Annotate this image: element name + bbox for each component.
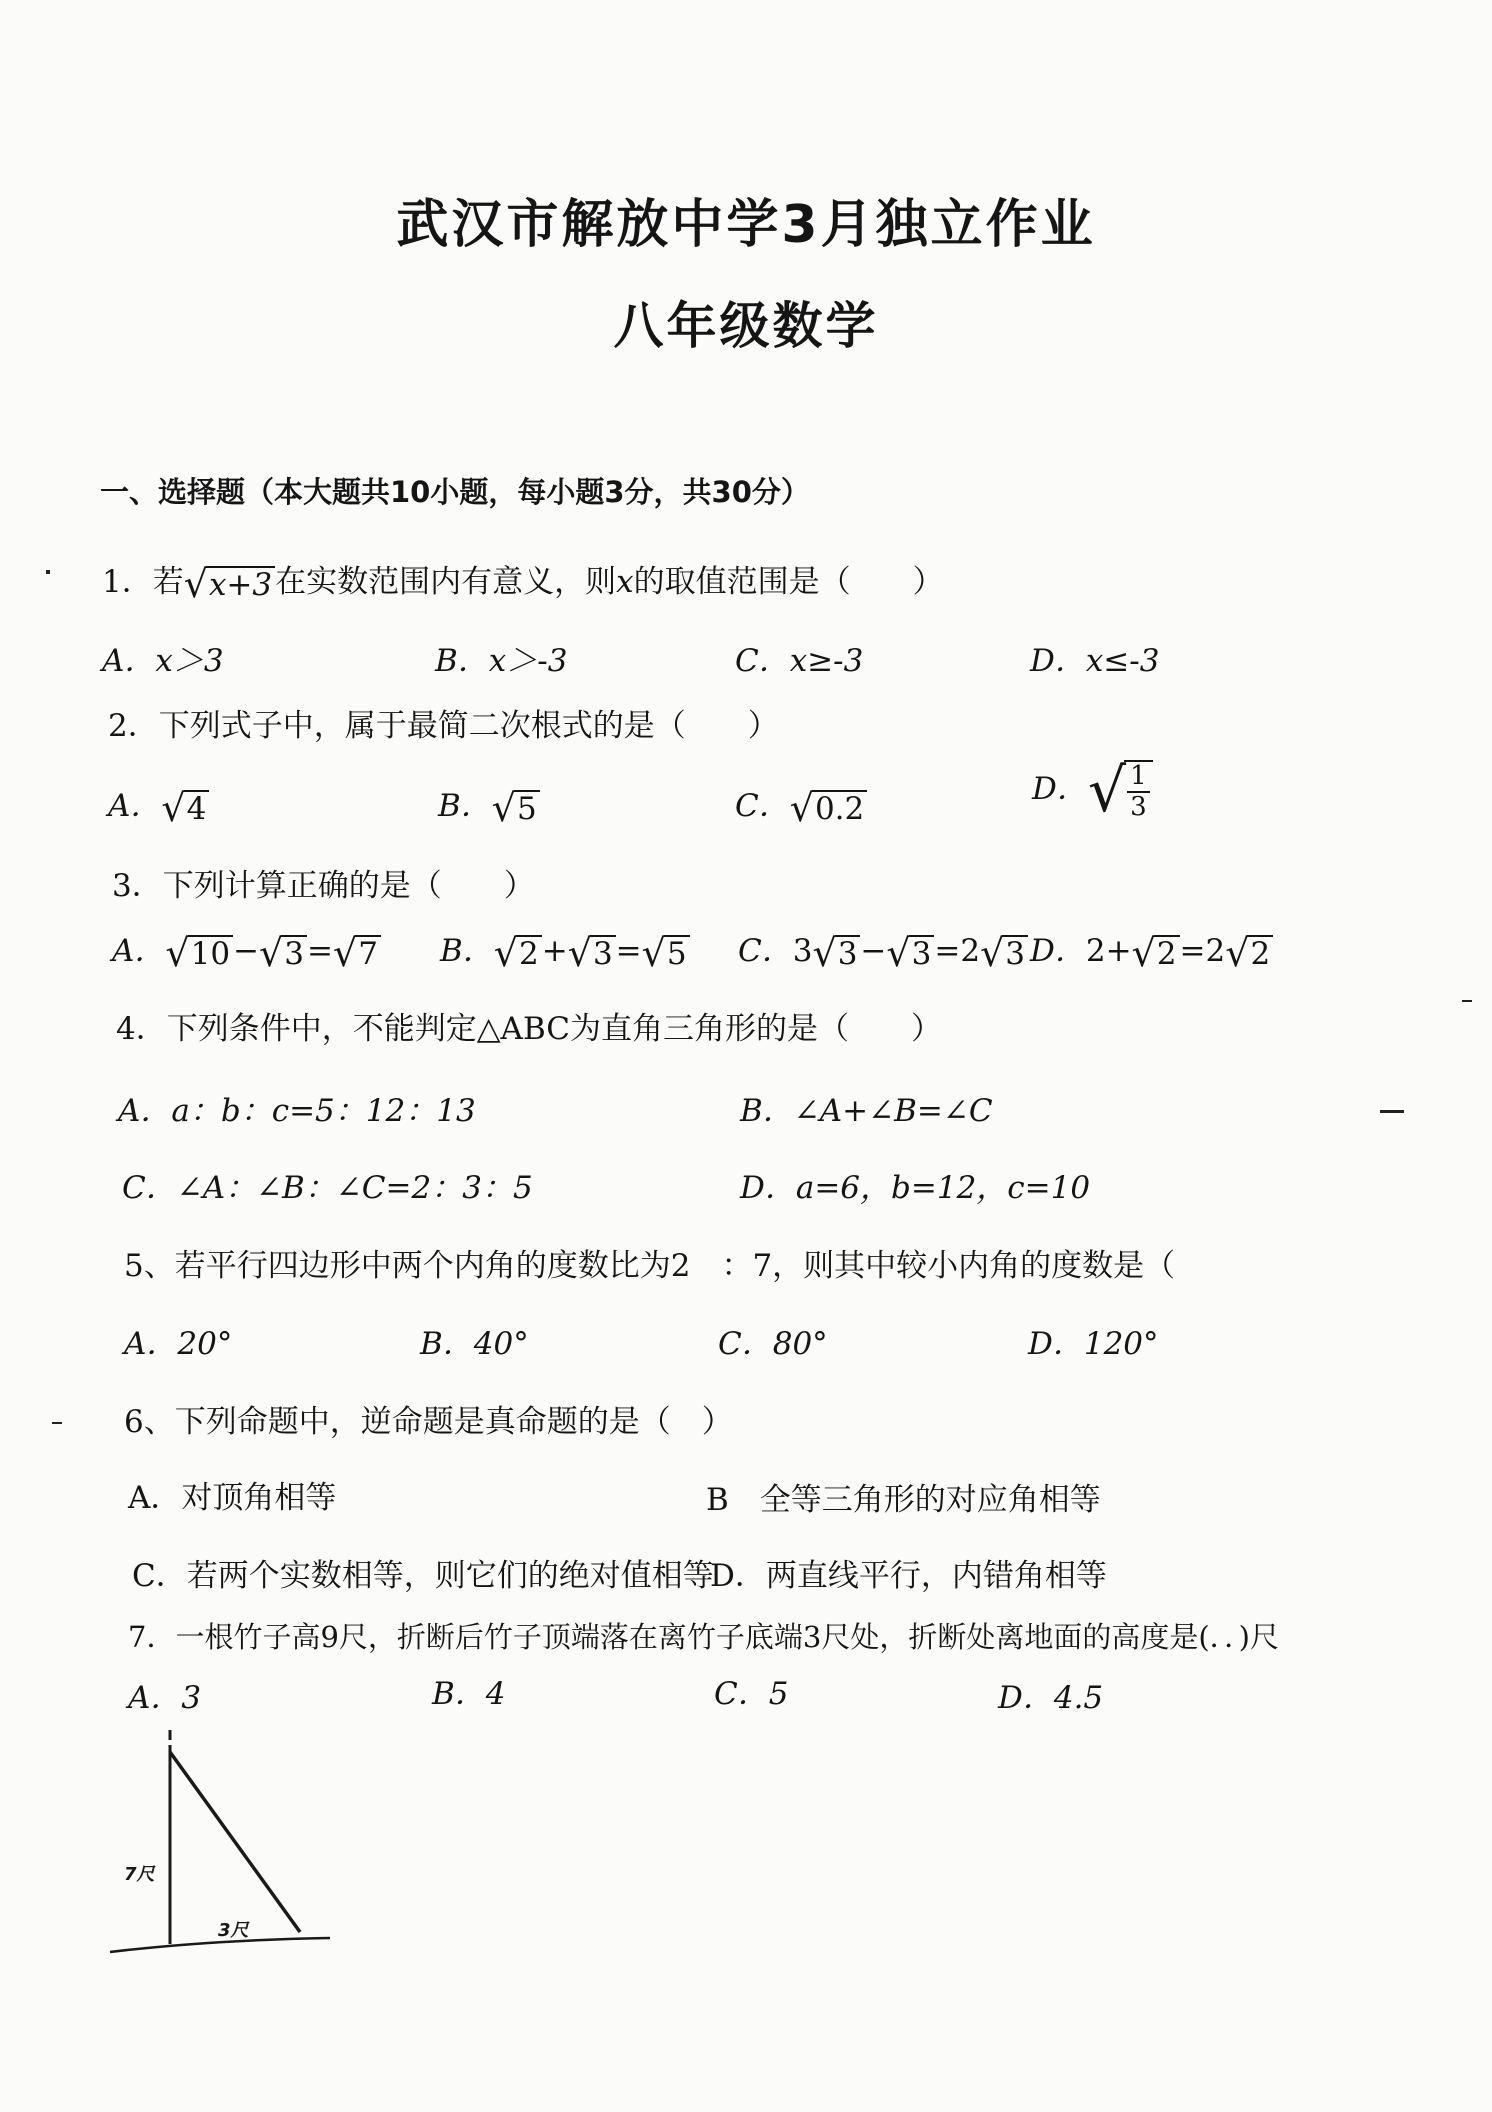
q3-option-a: A． √ 10 − √ 3 = √ 7 xyxy=(112,925,381,972)
document-title: 武汉市解放中学3月独立作业 xyxy=(396,195,1096,255)
q2-option-c: C． √ 0.2 xyxy=(735,780,867,827)
bottom-side-label: 3尺 xyxy=(218,1920,249,1941)
q7-option-b: B．4 xyxy=(432,1676,506,1712)
q1-option-c: C．x≥-3 xyxy=(735,643,864,679)
question-1 xyxy=(102,556,944,606)
q1-radical: √ x+3 xyxy=(184,565,275,603)
q4-option-b: B．∠A+∠B=∠C xyxy=(740,1093,993,1129)
section-heading: 一、选择题（本大题共10小题，每小题3分，共30分） xyxy=(100,475,810,509)
q1-tail: 的取值范围是（ ） xyxy=(633,564,944,600)
scan-speck xyxy=(46,570,50,574)
q5-option-b: B．40° xyxy=(420,1326,529,1362)
q5-option-d: D．120° xyxy=(1028,1326,1159,1362)
q7-option-c: C．5 xyxy=(714,1676,789,1712)
document-subtitle: 八年级数学 xyxy=(613,297,879,355)
triangle-hypotenuse xyxy=(170,1752,300,1932)
q1-suffix: 在实数范围内有意义，则 xyxy=(275,564,617,600)
scan-speck xyxy=(52,1422,62,1424)
q7-option-a: A．3 xyxy=(128,1680,202,1716)
q7-option-d: D．4.5 xyxy=(998,1680,1104,1716)
q2-option-a: A． √ 4 xyxy=(108,780,209,827)
q6-option-d: D．两直线平行，内错角相等 xyxy=(710,1558,1107,1594)
q4-option-c: C．∠A：∠B：∠C=2：3：5 xyxy=(122,1170,533,1206)
q6-option-a: A．对顶角相等 xyxy=(128,1480,337,1516)
q1-option-b: B．x＞-3 xyxy=(435,643,568,679)
left-side-label: 7尺 xyxy=(124,1864,155,1885)
q6-option-c: C．若两个实数相等，则它们的绝对值相等 xyxy=(132,1558,714,1594)
q3-option-c: C．3 √ 3 − √ 3 =2 √ 3 xyxy=(738,925,1028,972)
question-2: 2．下列式子中，属于最简二次根式的是（ ） xyxy=(108,708,779,744)
bamboo-triangle-figure xyxy=(124,1730,350,1970)
q5-option-c: C．80° xyxy=(718,1326,828,1362)
question-6: 6、下列命题中，逆命题是真命题的是（ ） xyxy=(124,1404,733,1440)
q4-option-a: A．a：b：c=5：12：13 xyxy=(118,1093,476,1129)
q6-option-b: B 全等三角形的对应角相等 xyxy=(706,1482,1101,1518)
question-5: 5、若平行四边形中两个内角的度数比为2 ：7，则其中较小内角的度数是（ xyxy=(124,1248,1176,1284)
q1-option-d: D．x≤-3 xyxy=(1030,643,1160,679)
q4-option-d: D．a=6，b=12，c=10 xyxy=(740,1170,1091,1206)
q2-option-d: D． √ $\frac{1}{3}$ xyxy=(1032,760,1153,821)
q1-option-a: A．x＞3 xyxy=(102,643,224,679)
question-4: 4．下列条件中，不能判定△ABC为直角三角形的是（ ） xyxy=(116,1011,943,1047)
scan-speck xyxy=(1380,1110,1404,1113)
q3-option-d: D．2+ √ 2 =2 √ 2 xyxy=(1030,925,1273,972)
question-3: 3．下列计算正确的是（ ） xyxy=(112,868,535,904)
scan-speck xyxy=(1462,1000,1472,1002)
q3-option-b: B． √ 2 + √ 3 = √ 5 xyxy=(440,925,690,972)
q1-prefix: 1．若 xyxy=(102,564,184,600)
q2-option-b: B． √ 5 xyxy=(438,780,540,827)
q5-option-a: A．20° xyxy=(124,1326,233,1362)
q1-var: x xyxy=(616,564,634,600)
question-7: 7．一根竹子高9尺，折断后竹子顶端落在离竹子底端3尺处，折断处离地面的高度是(．．)尺 xyxy=(128,1620,1279,1654)
